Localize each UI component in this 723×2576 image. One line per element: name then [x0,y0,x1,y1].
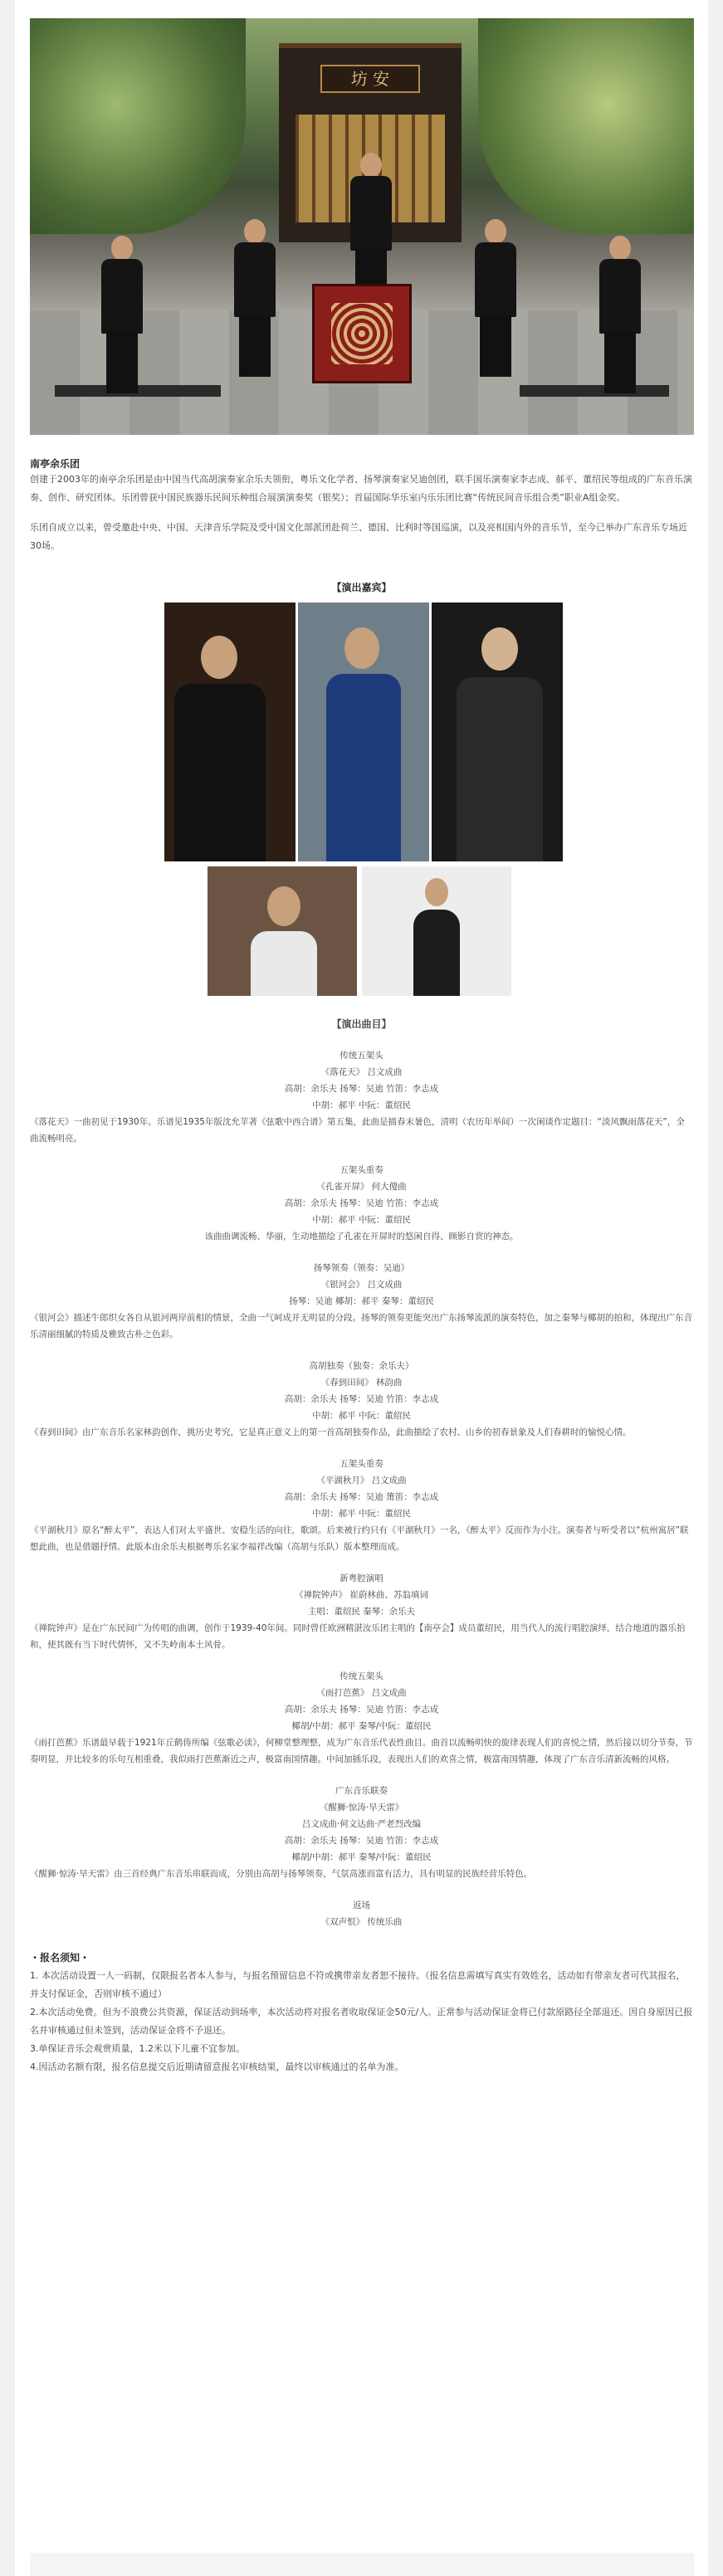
musician-2 [229,219,279,377]
intro-paragraph-1: 创建于2003年的南亭余乐团是由中国当代高胡演奏家余乐夫领衔，粤乐文化学者、扬琴演奏家吴迪创团，联手国乐演奏家李志成、郝平、董绍民等组成的广东音乐演奏、创作、研究团体。乐团曾获中国民族器乐民间乐种组合展演演奏奖（银奖）；首届国际华乐室内乐乐团比赛“传统民间音乐组合类”职业A组金奖。 [30,474,692,503]
program-piece [30,1162,693,1245]
piece-type: 广东音乐联奏 [335,1786,388,1796]
notes-item: 4.因活动名额有限，报名信息提交后近期请留意报名审核结果，最终以审核通过的名单为准。 [30,2061,404,2072]
performers-photo-grid [30,603,694,1001]
piece-performers: 高胡：余乐夫 扬琴：吴迪 竹笛：李志成 [284,1198,439,1208]
piece-type: 传统五架头 [340,1671,383,1681]
program-piece [30,1260,693,1343]
program-piece [30,1668,693,1768]
hero-photo [30,18,694,435]
tree-foliage-left [30,18,246,234]
piece-performers: 高胡：余乐夫 扬琴：吴迪 箫笛：李志成 [284,1492,439,1502]
performers-title: 【演出嘉宾】 [331,582,392,593]
intro-paragraph-2: 乐团自成立以来，曾受邀赴中央、中国、天津音乐学院及受中国文化部派团赴荷兰、德国、比利时等国巡演，以及亮相国内外的音乐节，至今已举办广东音乐专场近30场。 [30,522,687,551]
yangqin-instrument [312,284,412,383]
program-piece [30,1358,693,1441]
piece-performers: 高胡：余乐夫 扬琴：吴迪 竹笛：李志成 [284,1705,439,1715]
program-piece [30,1783,693,1882]
performer-photo-4 [208,866,357,996]
piece-type: 返场 [353,1900,370,1910]
piece-composers: 吕文成曲·何文达曲·严老烈改编 [301,1819,422,1829]
piece-performers: 中胡：郝平 中阮：董绍民 [312,1509,411,1519]
piece-name: 《银河会》 吕文成曲 [320,1280,403,1290]
piece-performers: 椰胡/中胡：郝平 秦琴/中阮：董绍民 [291,1721,432,1731]
notes-item: 1. 本次活动设置一人一码制，仅限报名者本人参与，与报名预留信息不符或携带亲友者恕不接待。（报名信息需填写真实有效姓名，活动如有带亲友者可代其报名，并支付保证金，否则审核不通过） [30,1970,686,1999]
piece-note: 《春到田间》由广东音乐名家林韵创作，挑历史考究，它是真正意义上的第一首高胡独奏作品，此曲描绘了农村、山乡的初春景象及人们春耕时的愉悦心情。 [30,1427,632,1437]
piece-note: 《醒狮·惊涛·旱天雷》由三首经典广东音乐串联而成，分别由高胡与扬琴领奏，气氛高涨而富有活力，具有明显的民族经营乐特色。 [30,1869,533,1879]
performer-photo-3 [432,603,563,861]
piece-note: 《雨打芭蕉》乐谱最早载于1921年丘鹤俦所编《弦歌必读》，何柳堂整理整，成为广东音乐代表性曲目。曲首以流畅明快的旋律表现人们的喜悦之情，然后接以切分节奏，节奏明显，并比较多的乐句互相重叠，我似雨打芭蕉渐近之声，极富南国情趣。中间加插乐段，表现出人们的欢喜之情，极富南国情趣，体现了广东音乐清新流畅的风格。 [30,1738,693,1764]
piece-name: 《落花天》 吕文成曲 [320,1067,403,1077]
program-piece [30,1897,693,1930]
performer-photo-2 [298,603,429,861]
performer-photo-1 [164,603,296,861]
piece-type: 五架头重奏 [340,1165,383,1175]
page-content [15,0,708,2576]
musician-4 [470,219,520,377]
piece-note: 该曲曲调流畅、华丽，生动地描绘了孔雀在开屏时的悠闲自得、顾影自赏的神态。 [204,1232,519,1242]
piece-note: 《银河会》描述牛郎织女各自从银河两岸前相的情景，全曲一气呵成并无明显的分段。扬琴的领奏更能突出广东扬琴流派的演奏特色，加之秦琴与椰胡的拍和，体现出广东音乐清丽细腻的特质及雅致古朴之色彩。 [30,1313,692,1339]
program-piece [30,1456,693,1555]
piece-note: 《落花天》一曲初见于1930年。乐谱见1935年版沈允苹著《弦歌中西合谱》第五集，此曲是描春末暑色，清明（农历年举间）一次闲谈作定题目：“淡风飘雨落花天”，全曲流畅明亮。 [30,1117,685,1144]
group-name: 南亭余乐团 [30,458,81,470]
piece-note: 《平湖秋月》原名“醉太平”，表达人们对太平盛世、安稳生活的向往，歌颂。后来被行约只有《平湖秋月》一名，《醉太平》反而作为小注。演奏者与听受者以“杭州寓居”联想此曲，也是借题抒情。此版本由余乐夫根据粤乐名家李福祥改编（高胡与乐队）版本整理而成。 [30,1525,689,1552]
program-section [30,1016,693,1930]
piece-name: 《平湖秋月》 吕文成曲 [316,1476,407,1486]
notes-item: 3.单保证音乐会观赏质量，1.2米以下儿童不宜参加。 [30,2043,245,2054]
piece-type: 新粤腔演唱 [340,1573,383,1583]
piece-performers: 主唱：董绍民 秦琴：余乐夫 [307,1607,416,1617]
program-piece [30,1047,693,1147]
piece-performers: 中胡：郝平 中阮：董绍民 [312,1411,411,1421]
musician-5 [594,236,644,393]
piece-type: 高胡独奏（独奏：余乐夫） [309,1361,414,1371]
program-title: 【演出曲目】 [331,1018,392,1030]
piece-name: 《雨打芭蕉》 吕文成曲 [316,1688,407,1698]
piece-performers: 高胡：余乐夫 扬琴：吴迪 竹笛：李志成 [284,1084,439,1094]
piece-performers: 扬琴：吴迪 椰胡：郝平 秦琴：董绍民 [289,1296,434,1306]
piece-performers: 高胡：余乐夫 扬琴：吴迪 竹笛：李志成 [284,1394,439,1404]
piece-name: 《春到田间》 林韵曲 [320,1378,403,1388]
notes-item: 2.本次活动免费。但为不浪费公共资源，保证活动到场率，本次活动将对报名者收取保证金50元/人。正常参与活动保证金将已付款原路径全部退还。因自身原因已报名并审核通过但未签到，活动保证金将不予退还。 [30,2007,693,2036]
hall-sign: 坊 安 [320,65,420,93]
piece-performers: 椰胡/中胡：郝平 秦琴/中阮：董绍民 [291,1852,432,1862]
musician-1 [96,236,146,393]
tree-foliage-right [478,18,694,234]
piece-name: 《双声恨》 传统乐曲 [320,1917,403,1927]
footer-bar [30,2553,694,2576]
registration-notes [30,1949,693,2076]
program-piece [30,1570,693,1653]
piece-performers: 高胡：余乐夫 扬琴：吴迪 竹笛：李志成 [284,1836,439,1846]
piece-name: 《禅院钟声》 崔蔚林曲、苏翁填词 [295,1590,428,1600]
piece-type: 五架头重奏 [340,1459,383,1469]
piece-performers: 中胡：郝平 中阮：董绍民 [312,1215,411,1225]
piece-type: 传统五架头 [340,1051,383,1061]
piece-name: 《孔雀开屏》 何大傻曲 [316,1182,407,1192]
notes-heading: ・报名须知・ [30,1952,90,1964]
performer-photo-5 [362,866,511,996]
piece-type: 扬琴领奏（领奏：吴迪） [313,1263,410,1273]
piece-performers: 中胡：郝平 中阮：董绍民 [312,1100,411,1110]
piece-name: 《醒狮·惊涛·旱天雷》 [319,1803,404,1812]
piece-note: 《禅院钟声》是在广东民间广为传唱的曲调，创作于1939-40年间。同时曾任欧洲精湛汝乐团主唱的【南亭会】成员董绍民，用当代人的流行唱腔演绎，结合地道的器乐拍和，使其既有当下时代情怀，又不失岭南本土风骨。 [30,1623,686,1650]
